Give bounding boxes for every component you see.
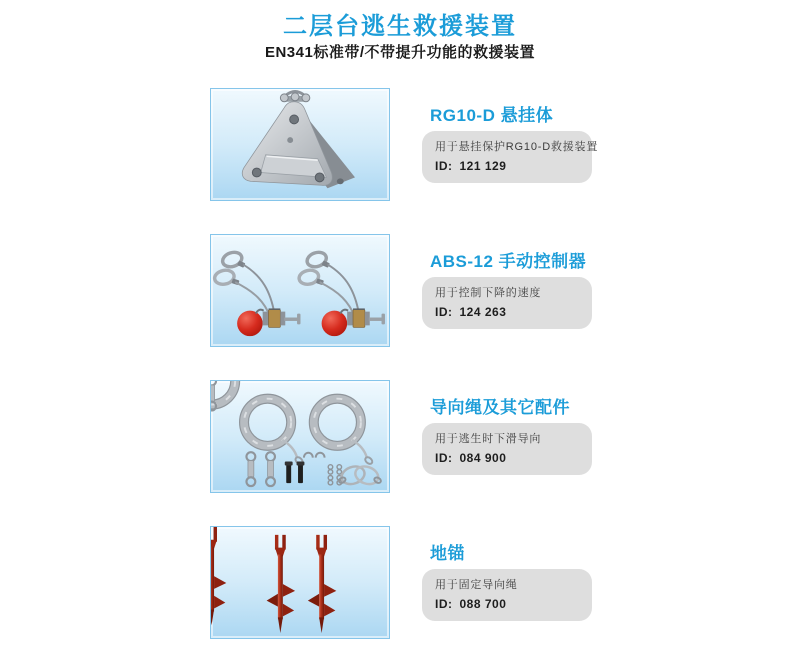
rope-accessories-photo (211, 381, 389, 492)
product-description: 用于逃生时下滑导向 (435, 433, 542, 445)
product-description: 用于控制下降的速度 (435, 287, 542, 299)
product-id-value: 124 263 (459, 305, 507, 319)
product-row-rg10d (210, 88, 800, 201)
product-catalog (0, 88, 800, 639)
product-photo-frame (210, 234, 390, 347)
product-id-value: 084 900 (459, 451, 507, 465)
product-id (435, 305, 580, 320)
product-id-label: ID: (435, 305, 453, 319)
product-id-label: ID: (435, 159, 453, 173)
product-id-value: 088 700 (459, 597, 507, 611)
product-info (422, 380, 594, 475)
product-row-abs12 (210, 234, 800, 347)
product-id (435, 451, 580, 466)
product-row-guide-rope (210, 380, 800, 493)
page-header (0, 0, 800, 62)
product-description: 用于固定导向绳 (435, 579, 518, 591)
product-description: 用于悬挂保护RG10-D救援装置 (435, 141, 599, 153)
product-name: 导向绳及其它配件 (430, 398, 570, 417)
page-title: 二层台逃生救援装置 (283, 13, 517, 40)
product-id-value: 121 129 (459, 159, 507, 173)
page-subtitle: EN341标准带/不带提升功能的救援装置 (264, 44, 536, 61)
product-photo-frame (210, 380, 390, 493)
product-photo-frame (210, 526, 390, 639)
product-id (435, 159, 580, 174)
suspension-bracket-photo (211, 89, 389, 200)
product-name: RG10-D 悬挂体 (430, 106, 554, 125)
product-card (422, 131, 599, 183)
product-photo-frame (210, 88, 390, 201)
product-info (422, 88, 599, 183)
product-info (422, 526, 594, 621)
product-id-label: ID: (435, 597, 453, 611)
product-card (422, 277, 592, 329)
product-info (422, 234, 594, 329)
product-name: 地锚 (430, 544, 465, 563)
product-row-ground-anchor (210, 526, 800, 639)
product-id-label: ID: (435, 451, 453, 465)
product-card (422, 423, 592, 475)
descent-controllers-photo (211, 235, 389, 346)
ground-anchors-photo (211, 527, 389, 638)
product-name: ABS-12 手动控制器 (430, 252, 587, 271)
product-id (435, 597, 580, 612)
product-card (422, 569, 592, 621)
